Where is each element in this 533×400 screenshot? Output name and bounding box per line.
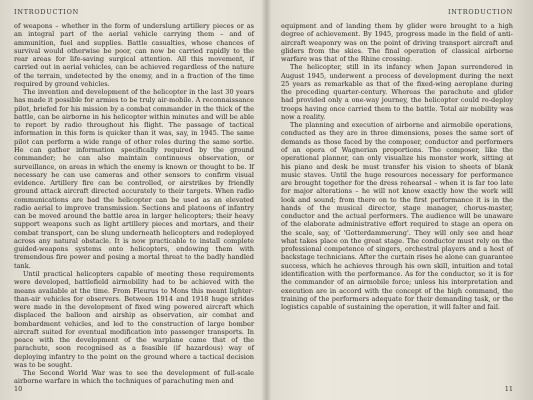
left-paragraph-2: The invention and development of the helicopter in the last 30 years has made it possible for armies to be truly air-mobile. A reconnaissance pilot, briefed for his mission by a combat commander in the thick of the battle, can be airborne in his helicopter within minutes and will be able to report by radio throughout his flight. The passage of tactical information in this form is quicker than it was, say, in 1945. The same pilot can perform a wide range of other roles during the same sortie. He can gather information specifically required by the ground commander; he can also maintain continuous observation, or surveillance, on areas in which the enemy is known or thought to be. If necessary he can use cameras and other sensors to confirm visual evidence. Artillery fire can be controlled, or airstrikes by friendly ground attack aircraft directed accurately to their targets. When radio communications are bad the helicopter can be used as an elevated radio aerial to improve transmission. Sections and platoons of infantry can be moved around the battle area in larger helicopters; their heavy support weapons such as light artillery pieces and mortars, and their combat transport, can be slung underneath helicopters and redeployed across any natural obstacle. It is now practicable to install complete guided-weapons systems onto helicopters, endowing them with tremendous fire power and posing a mortal threat to the badly handled tank. [14,88,254,270]
left-paragraph-3: Until practical helicopters capable of meeting these requirements were developed, battlefield airmobility had to be achieved with the means available at the time. From Fleurus to Mons this meant lighter-than-air vehicles for observers. Between 1914 and 1918 huge strides were made in the development of fixed wing powered aircraft which displaced the balloon and airship as observation, air combat and bombardment vehicles, and led to the construction of large bomber aircraft suited for eventual modification into passenger transports. In peace with the development of the warplane came that of the parachute, soon recognised as a feasible (if hazardous) way of deploying infantry to the point on the ground where a tactical decision was to be sought. [14,269,254,369]
left-paragraph-4: The Second World War was to see the development of full-scale airborne warfare in which the techniques of parachuting men and [14,369,254,386]
right-page-number: 11 [504,385,513,393]
left-running-head: INTRODUCTION [14,8,80,16]
left-paragraph-1: of weapons – whether in the form of underslung artillery pieces or as an integral part of the aerial vehicle carrying them – and of ammunition, fuel and supplies. Battle casualties, whose chances of survival would otherwise be poor, can now be carried rapidly to the rear areas for life-saving surgical attention. All this movement, if carried out in aerial vehicles, can be achieved regardless of the nature of the terrain, undetected by the enemy, and in a fraction of the time required by ground vehicles. [14,22,254,88]
right-page [267,0,533,400]
left-body-text [14,22,254,386]
right-body-text [281,22,513,311]
right-paragraph-3: The planning and execution of airborne and airmobile operations, conducted as they are in three dimensions, poses the same sort of demands as those faced by the composer, conductor and performers of an opera of Wagnerian proportions. The composer, like the operational planner, can only visualize his monster work, sitting at his piano and desk he must transfer his vision to sheets of blank music staves. Until the huge resources necessary for performance are brought together for the dress rehearsal – when it is far too late for major alterations – he will not know exactly how the work will look and sound; from there on to the first performance it is in the hands of the musical director, stage manager, chorus-master, conductor and the actual performers. The audience will be unaware of the elaborate administrative effort required to stage an opera on the scale, say, of 'Gotterdammerung'. They will only see and hear what takes place on the great stage. The conductor must rely on the professional competence of singers, orchestral players and a host of backstage technicians. After the curtain rises he alone can guarantee success, which he achieves through his own skill, intuition and total identification with the performance. As for the conductor, so it is for the commander of an airmobile force; unless his interpretation and execution are in accord with the concept of the high command, the training of the performers adequate for their demanding task, or the logistics capable of sustaining the operation, it will falter and fail. [281,121,513,312]
right-running-head: INTRODUCTION [447,8,513,16]
right-paragraph-1: equipment and of landing them by glider were brought to a high degree of achievement. By 1945, progress made in the field of anti-aircraft weaponry was on the point of driving transport aircraft and gliders from the skies. The final operation of classical airborne warfare was that of the Rhine crossing. [281,22,513,64]
left-page-number: 10 [14,385,23,393]
left-page [0,0,266,400]
right-paragraph-2: The helicopter, still in its infancy when Japan surrendered in August 1945, underwent a process of development during the next 25 years as remarkable as that of the fixed-wing aeroplane during the preceding quarter-century. Whereas the parachute and glider had provided only a one-way journey, the helicopter could re-deploy troops having once carried them to the battle. Total air mobility was now a reality. [281,63,513,121]
